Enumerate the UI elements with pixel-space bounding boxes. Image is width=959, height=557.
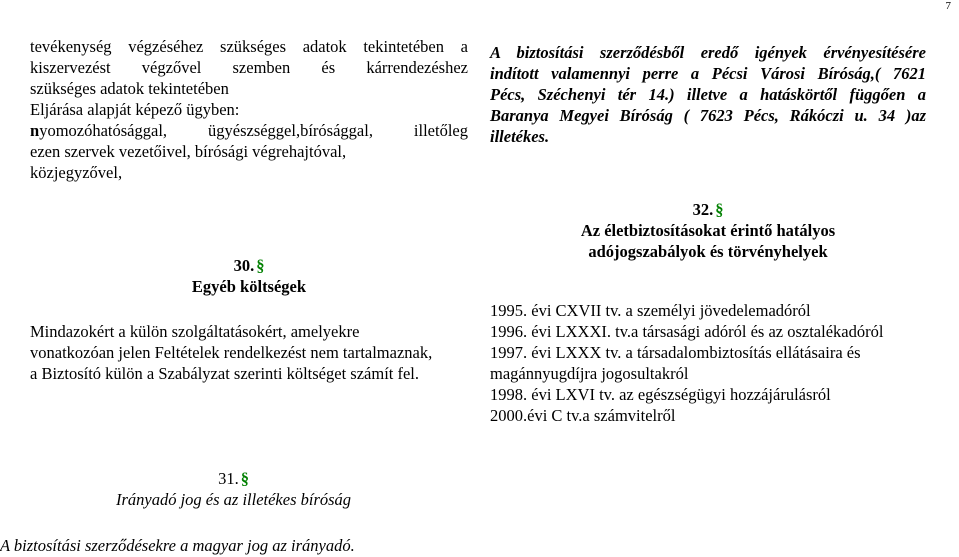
left-line-3: szükséges adatok tekintetében — [30, 79, 229, 98]
section-31-sign: § — [240, 469, 249, 488]
law-item: 1997. évi LXXX tv. a társadalombiztosítás ellátásaira és — [490, 343, 861, 362]
law-item: 1995. évi CXVII tv. a személyi jövedelemadóról — [490, 301, 811, 320]
section-30-paragraph — [30, 321, 468, 384]
left-line-7: közjegyzővel, — [30, 163, 123, 182]
section-30-sign: § — [256, 256, 265, 275]
left-line-2: kiszervezést végzővel szemben és kárrendezéshez — [30, 58, 468, 77]
section-30-line-1: Mindazokért a külön szolgáltatásokért, amelyekre — [30, 322, 360, 341]
jurisdiction-line-2: indított valamennyi perre a Pécsi Városi Bíróság,( 7621 — [490, 64, 926, 83]
law-item: 1998. évi LXVI tv. az egészségügyi hozzájárulásról — [490, 385, 831, 404]
jurisdiction-line-4: Baranya Megyei Bíróság ( 7623 Pécs, Rákóczi u. 34 )az — [490, 106, 926, 125]
section-31-title: Irányadó jog és az illetékes bíróság — [115, 490, 352, 509]
law-item: 1996. évi LXXXI. tv.a társasági adóról és az osztalékadóról — [490, 322, 884, 341]
law-item: magánnyugdíjra jogosultakról — [490, 364, 689, 383]
section-31-heading — [0, 468, 467, 510]
section-31-number-line — [0, 468, 467, 489]
section-30-line-2: vonatkozóan jelen Feltételek rendelkezést nem tartalmaznak, — [30, 343, 433, 362]
jurisdiction-line-1: A biztosítási szerződésből eredő igények érvényesítésére — [490, 43, 926, 62]
section-30-number-line — [30, 255, 468, 276]
jurisdiction-line-5: illetékes. — [490, 127, 550, 146]
section-30-heading — [30, 255, 468, 297]
left-line-6: ezen szervek vezetőivel, bírósági végrehajtóval, — [30, 142, 347, 161]
left-line-4: Eljárása alapját képező ügyben: — [30, 100, 240, 119]
left-paragraph — [30, 36, 468, 183]
section-30-line-3: a Biztosító külön a Szabályzat szerinti költséget számít fel. — [30, 364, 420, 383]
section-32-sign: § — [715, 200, 724, 219]
section-30-number: 30. — [233, 256, 255, 275]
section-32-heading — [490, 199, 926, 262]
jurisdiction-paragraph — [490, 42, 926, 147]
page-number: 7 — [945, 0, 951, 12]
section-31-text: A biztosítási szerződésekre a magyar jog az irányadó. — [0, 536, 355, 555]
left-line-5: nyomozóhatósággal, ügyészséggel,bírósággal, illetőleg — [30, 121, 468, 140]
section-32-number: 32. — [692, 200, 714, 219]
left-line-1: tevékenység végzéséhez szükséges adatok tekintetében a — [30, 37, 468, 56]
section-31-number: 31. — [218, 469, 239, 488]
section-32-title-line-1: Az életbiztosításokat érintő hatályos — [580, 221, 836, 240]
law-item: 2000.évi C tv.a számvitelről — [490, 406, 676, 425]
section-32-number-line — [490, 199, 926, 220]
jurisdiction-line-3: Pécs, Széchenyi tér 14.) illetve a hatáskörtől függően a — [490, 85, 926, 104]
tax-laws-list — [490, 300, 926, 426]
section-32-title-line-2: adójogszabályok és törvényhelyek — [588, 242, 828, 261]
section-30-title: Egyéb költségek — [191, 277, 307, 296]
